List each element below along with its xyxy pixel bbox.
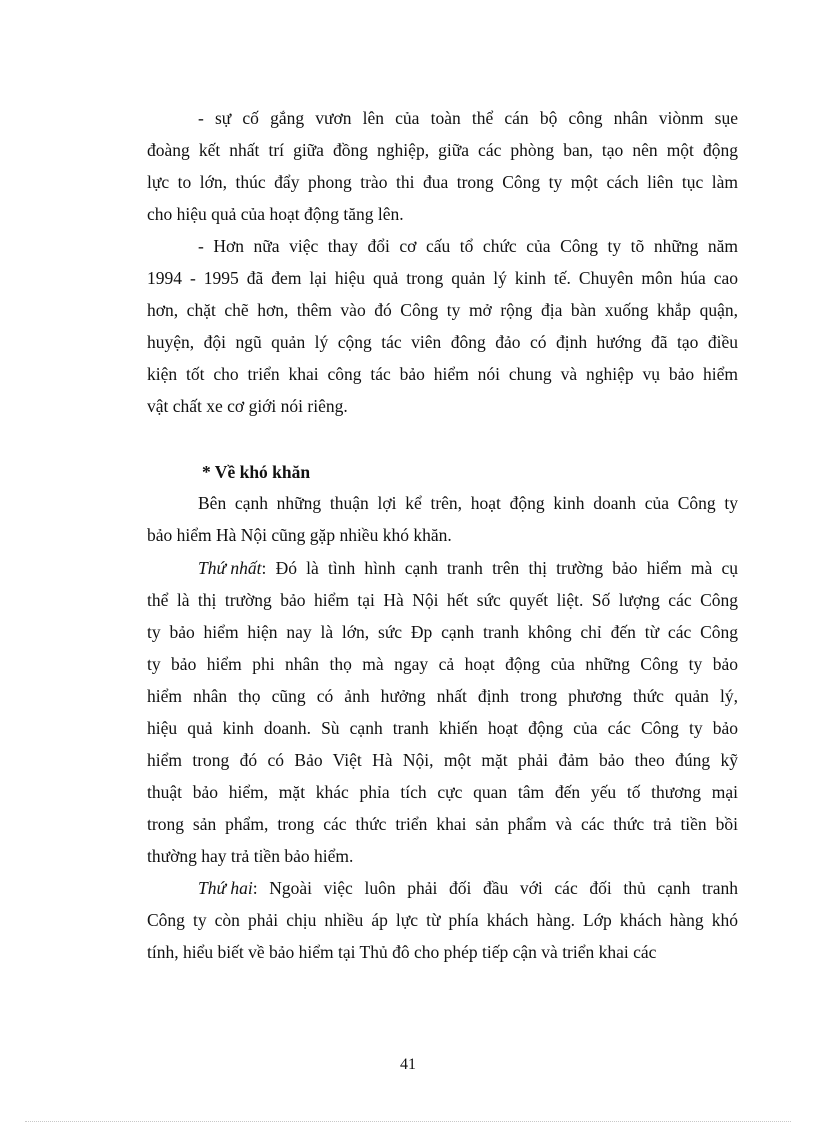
text-line: ty bảo hiểm hiện nay là lớn, sức Ðp cạnh tranh không chỉ đến từ các Công — [147, 622, 738, 642]
text-line: đoàng kết nhất trí giữa đồng nghiệp, giữa các phòng ban, tạo nên một động — [147, 140, 738, 160]
text-line: thể là thị trường bảo hiểm tại Hà Nội hết sức quyết liệt. Số lượng các Công — [147, 590, 738, 610]
text-line: Bên cạnh những thuận lợi kể trên, hoạt động kinh doanh của Công ty — [198, 493, 738, 513]
page-bottom-divider — [25, 1121, 791, 1122]
text-line — [198, 557, 738, 579]
text-line: thuật bảo hiểm, mặt khác phỉa tích cực quan tâm đến yếu tố thương mại — [147, 782, 738, 802]
text-line: - sự cố gắng vươn lên của toàn thể cán bộ công nhân viònm sụe — [198, 108, 738, 128]
text-line: 1994 - 1995 đã đem lại hiệu quả trong quản lý kinh tế. Chuyên môn húa cao — [147, 268, 738, 288]
text-line-rest: : Ngoài việc luôn phải đối đầu với các đối thủ cạnh tranh — [252, 878, 738, 898]
text-line: trong sản phẩm, trong các thức triển khai sản phẩm và các thức trả tiền bồi — [147, 814, 738, 834]
text-line: huyện, đội ngũ quản lý cộng tác viên đông đảo có định hướng đã tạo điều — [147, 332, 738, 352]
text-line: lực to lớn, thúc đẩy phong trào thi đua trong Công ty một cách liên tục làm — [147, 172, 738, 192]
text-line: hơn, chặt chẽ hơn, thêm vào đó Công ty mở rộng địa bàn xuống khắp quận, — [147, 300, 738, 320]
text-line: hiệu quả kinh doanh. Sù cạnh tranh khiến hoạt động của các Công ty bảo — [147, 718, 738, 738]
text-line: Công ty còn phải chịu nhiều áp lực từ phía khách hàng. Lớp khách hàng khó — [147, 910, 738, 930]
text-line: hiểm trong đó có Bảo Việt Hà Nội, một mặt phải đảm bảo theo đúng kỹ — [147, 750, 738, 770]
text-line: tính, hiểu biết về bảo hiểm tại Thủ đô cho phép tiếp cận và triển khai các — [147, 942, 657, 962]
text-line: kiện tốt cho triển khai công tác bảo hiểm nói chung và nghiệp vụ bảo hiểm — [147, 364, 738, 384]
text-line: vật chất xe cơ giới nói riêng. — [147, 396, 348, 416]
text-line: bảo hiểm Hà Nội cũng gặp nhiều khó khăn. — [147, 525, 452, 545]
section-heading: * Về khó khăn — [202, 462, 311, 482]
text-line: hiểm nhân thọ cũng có ảnh hưởng nhất định trong phương thức quản lý, — [147, 686, 738, 706]
text-line: cho hiệu quả của hoạt động tăng lên. — [147, 204, 404, 224]
text-line: ty bảo hiểm phi nhân thọ mà ngay cả hoạt động của những Công ty bảo — [147, 654, 738, 674]
text-line-rest: : Đó là tình hình cạnh tranh trên thị trường bảo hiểm mà cụ — [261, 558, 738, 578]
lead-term: Thứ nhất — [198, 558, 262, 578]
page-number: 41 — [400, 1056, 416, 1073]
text-line: thường hay trả tiền bảo hiểm. — [147, 846, 354, 866]
lead-term: Thứ hai — [198, 878, 253, 898]
text-line — [198, 877, 738, 899]
text-line: - Hơn nữa việc thay đổi cơ cấu tổ chức của Công ty tõ những năm — [198, 236, 738, 256]
